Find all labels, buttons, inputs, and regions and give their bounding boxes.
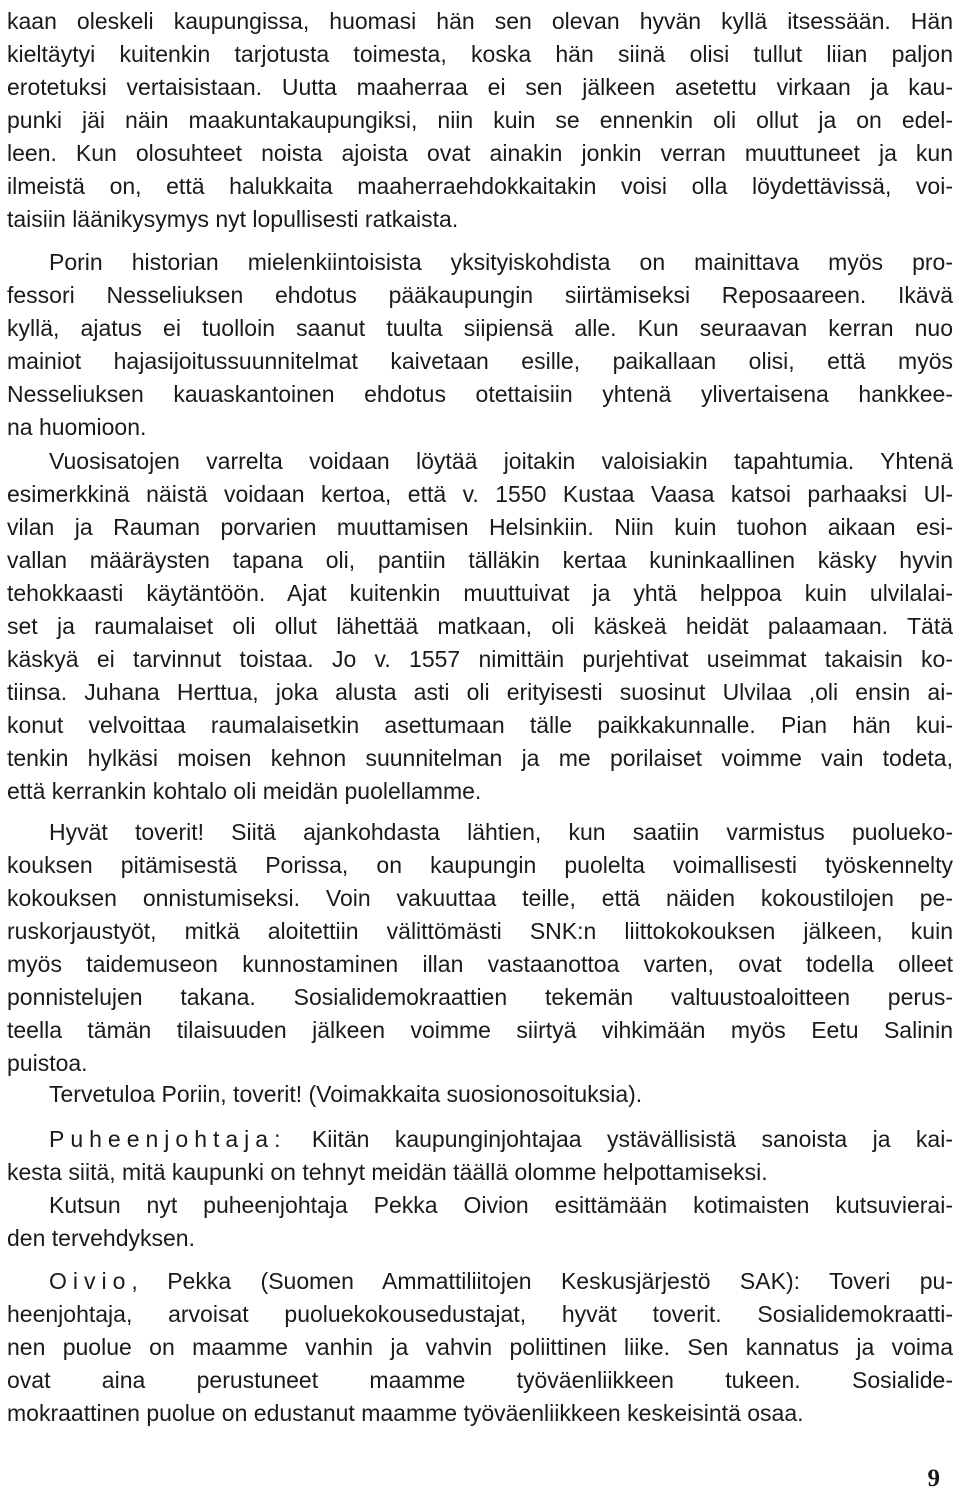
text-line: leen. Kun olosuhteet noista ajoista ovat ainakin jonkin verran muuttuneet ja kun — [7, 140, 953, 166]
text-line: kaan oleskeli kaupungissa, huomasi hän sen olevan hyvän kyllä itsessään. Hän — [7, 8, 953, 34]
text-line: ruskorjaustyöt, mitkä aloitettiin välittömästi SNK:n liittokokouksen jälkeen, kuin — [7, 918, 953, 944]
text-line: heenjohtaja, arvoisat puoluekokousedustajat, hyvät toverit. Sosialidemokraatti- — [7, 1301, 953, 1327]
page-number: 9 — [927, 1465, 940, 1492]
text-line: punki jäi näin maakuntakaupungiksi, niin kuin se ennenkin oli ollut ja on edel- — [7, 107, 953, 133]
text-line: mokraattinen puolue on edustanut maamme työväenliikkeen keskeisintä osaa. — [7, 1400, 804, 1426]
speaker-name: Puheenjohtaja: — [49, 1126, 287, 1152]
text-line: tenkin hylkäsi moisen kehnon suunnitelman ja me porilaiset voimme vain todeta, — [7, 745, 953, 771]
text-line: erotetuksi vertaisistaan. Uutta maaherraa ei sen jälkeen asetettu virkaan ja kau- — [7, 74, 953, 100]
text-line: kesta siitä, mitä kaupunki on tehnyt meidän täällä olomme helpottamiseksi. — [7, 1159, 768, 1185]
text-line: Tervetuloa Poriin, toverit! (Voimakkaita suosionosoituksia). — [49, 1081, 643, 1107]
text-line: na huomioon. — [7, 414, 147, 440]
text-line: vilan ja Rauman porvarien muuttamisen Helsinkiin. Niin kuin tuohon aikaan esi- — [7, 514, 953, 540]
speaker-name: Oivio — [49, 1268, 132, 1294]
text-line: den tervehdyksen. — [7, 1225, 195, 1251]
text-line: puistoa. — [7, 1050, 88, 1076]
text-line: myös taidemuseon kunnostaminen illan vastaanottoa varten, ovat todella olleet — [7, 951, 953, 977]
text-line: Hyvät toverit! Siitä ajankohdasta lähtien, kun saatiin varmistus puolueko- — [49, 819, 953, 845]
text-line: käskyä ei tarvinnut toistaa. Jo v. 1557 nimittäin purjehtivat useimmat takaisin ko- — [7, 646, 953, 672]
text-line: kyllä, ajatus ei tuolloin saanut tuulta siipiensä alle. Kun seuraavan kerran nuo — [7, 315, 953, 341]
text-line: nen puolue on maamme vanhin ja vahvin poliittinen liike. Sen kannatus ja voima — [7, 1334, 953, 1360]
text-line: kokouksen onnistumiseksi. Voin vakuuttaa teille, että näiden kokoustilojen pe- — [7, 885, 953, 911]
text-line: kouksen pitämisestä Porissa, on kaupungin puolelta voimallisesti työskennelty — [7, 852, 953, 878]
text-line: taisiin läänikysymys nyt lopullisesti ratkaista. — [7, 206, 459, 232]
text-line: Nesseliuksen kauaskantoinen ehdotus otettaisiin yhtenä ylivertaisena hankkee- — [7, 381, 953, 407]
text-line: Puheenjohtaja: Kiitän kaupunginjohtajaa ystävällisistä sanoista ja kai- — [49, 1126, 953, 1152]
text-line: mainiot hajasijoitussuunnitelmat kaivetaan esille, paikallaan olisi, että myös — [7, 348, 953, 374]
text-line: Kutsun nyt puheenjohtaja Pekka Oivion esittämään kotimaisten kutsuvierai- — [49, 1192, 953, 1218]
text-line: kieltäytyi kuitenkin tarjotusta toimesta, koska hän siinä olisi tullut liian paljon — [7, 41, 953, 67]
text-line: Oivio, Pekka (Suomen Ammattiliitojen Keskusjärjestö SAK): Toveri pu- — [49, 1268, 953, 1294]
text-line: vallan määräysten tapana oli, pantiin tälläkin kertaa kuninkaallinen käsky hyvin — [7, 547, 953, 573]
text-line: tehokkaasti käytäntöön. Ajat kuitenkin muuttuivat ja yhtä helppoa kuin ulvilalai- — [7, 580, 953, 606]
text-line: ponnistelujen takana. Sosialidemokraattien tekemän valtuustoaloitteen perus- — [7, 984, 953, 1010]
text-line: ilmeistä on, että halukkaita maaherraehdokkaitakin voisi olla löydettävissä, voi- — [7, 173, 953, 199]
text-line: teella tämän tilaisuuden jälkeen voimme siirtyä vihkimään myös Eetu Salinin — [7, 1017, 953, 1043]
text-line: esimerkkinä näistä voidaan kertoa, että v. 1550 Kustaa Vaasa katsoi parhaaksi Ul- — [7, 481, 953, 507]
text-line: konut velvoittaa raumalaisetkin asettumaan tälle paikkakunnalle. Pian hän kui- — [7, 712, 953, 738]
text-line: ovat aina perustuneet maamme työväenliikkeen tukeen. Sosialide- — [7, 1367, 953, 1393]
text-line: set ja raumalaiset oli ollut lähettää matkaan, oli käskeä heidät palaamaan. Tätä — [7, 613, 953, 639]
text-line: että kerrankin kohtalo oli meidän puolellamme. — [7, 778, 482, 804]
text-line: tiinsa. Juhana Herttua, joka alusta asti oli erityisesti suosinut Ulvilaa ,oli ensin ai- — [7, 679, 953, 705]
text-line: Vuosisatojen varrelta voidaan löytää joitakin valoisiakin tapahtumia. Yhtenä — [49, 448, 953, 474]
text-line: Porin historian mielenkiintoisista yksityiskohdista on mainittava myös pro- — [49, 249, 953, 275]
text-line: fessori Nesseliuksen ehdotus pääkaupungin siirtämiseksi Reposaareen. Ikävä — [7, 282, 953, 308]
